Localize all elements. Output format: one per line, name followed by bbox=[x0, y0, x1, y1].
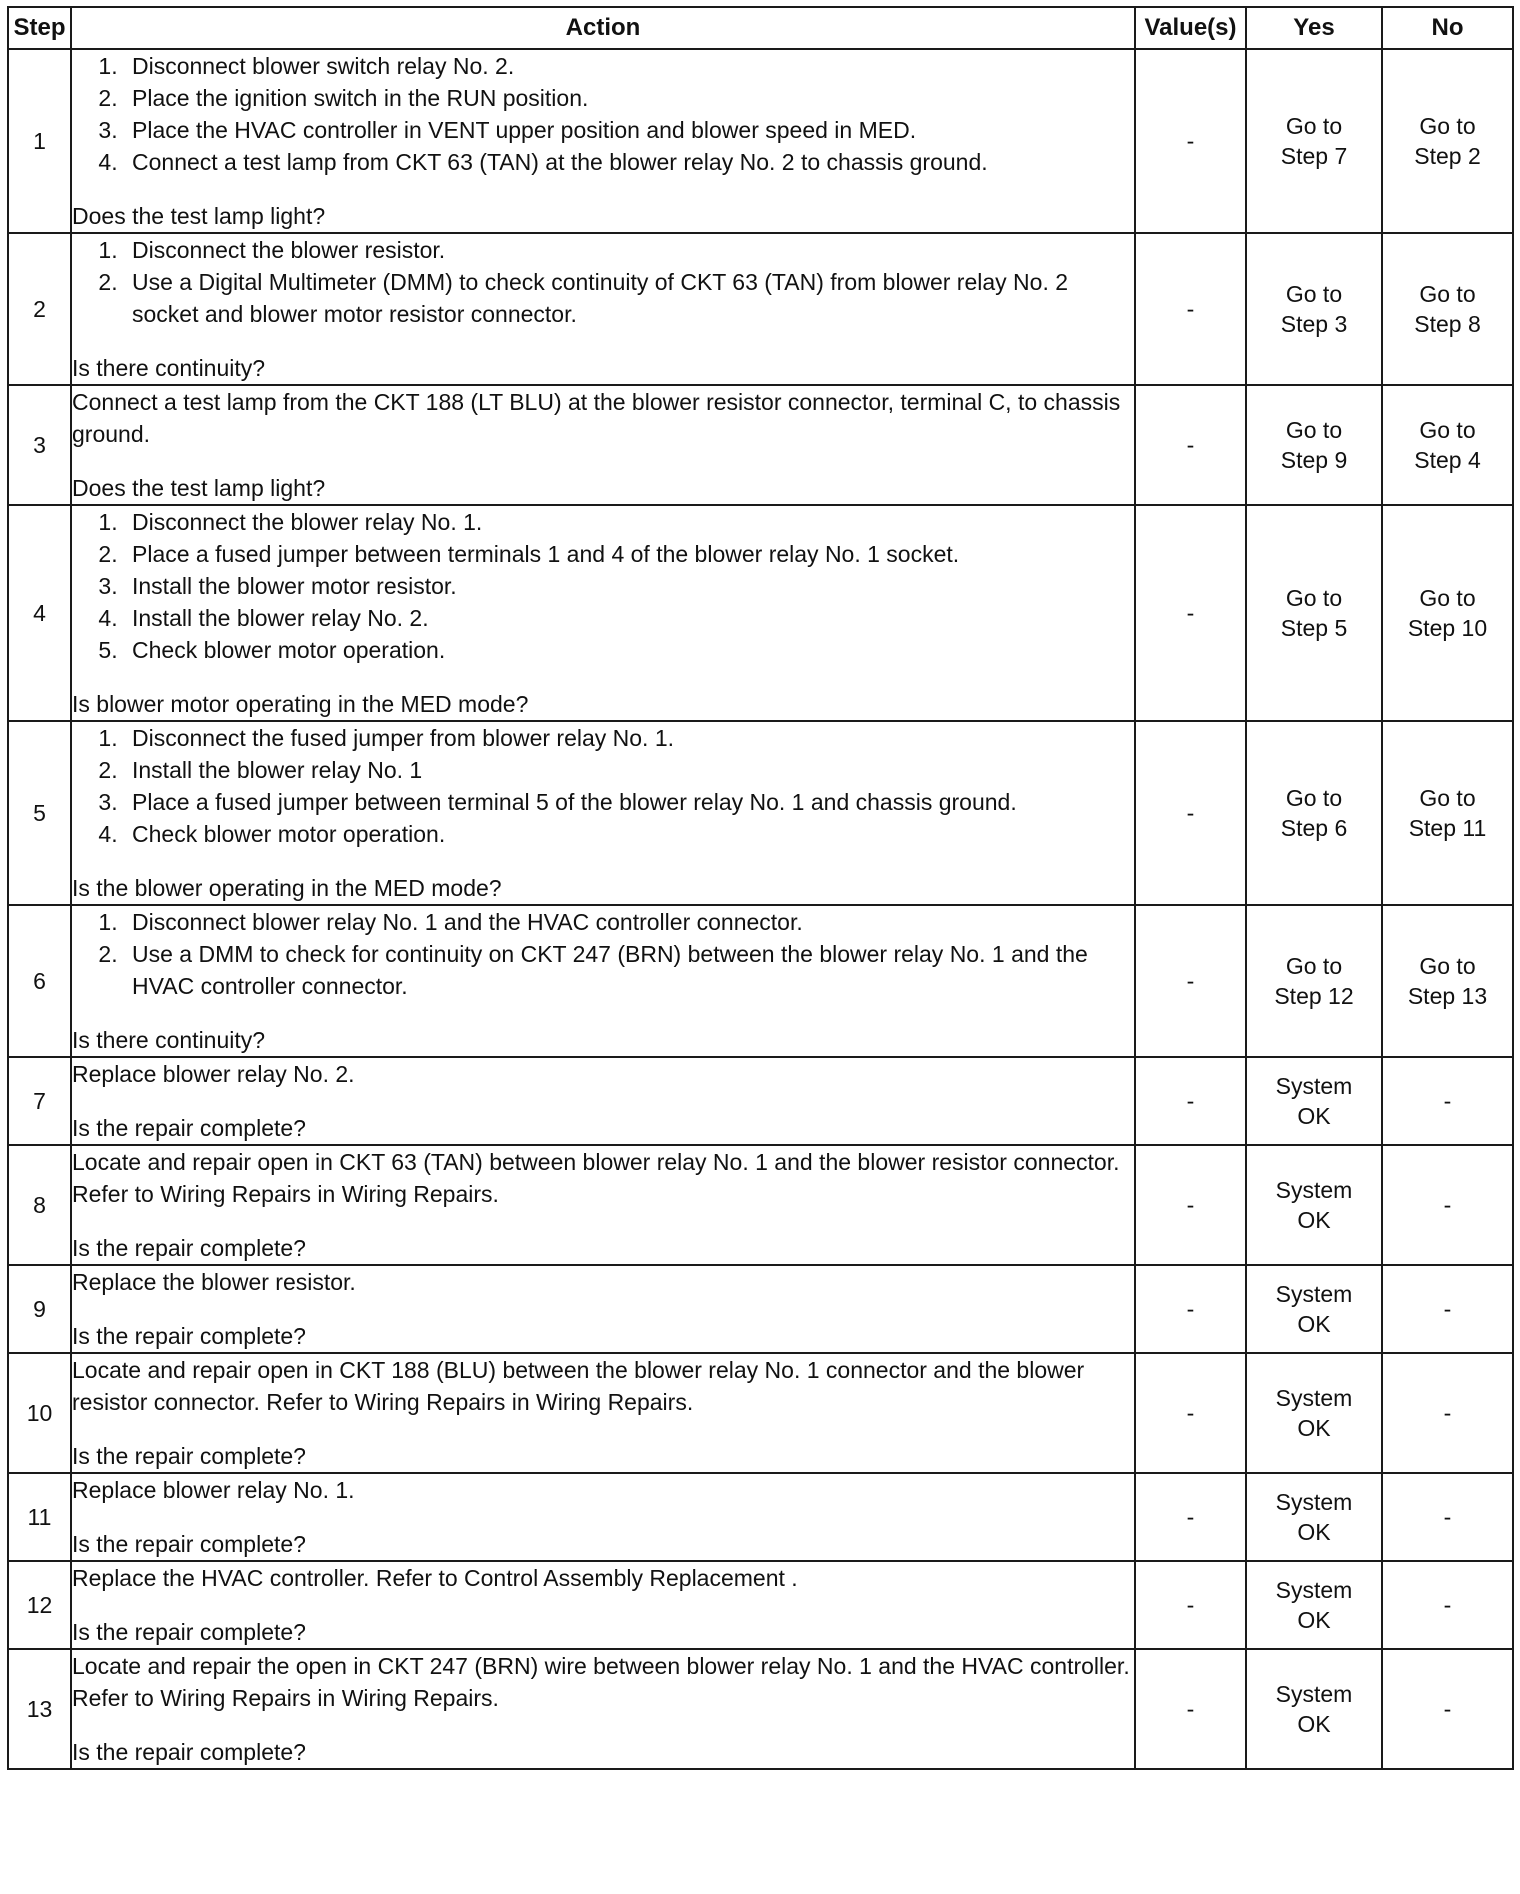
action-cell bbox=[71, 1145, 1135, 1265]
yes-text-line: System bbox=[1275, 1489, 1353, 1515]
yes-text-line: OK bbox=[1297, 1519, 1331, 1545]
yes-text-line: OK bbox=[1297, 1711, 1331, 1737]
no-text-line: Step 13 bbox=[1407, 983, 1488, 1009]
table-row bbox=[8, 49, 1513, 233]
step-cell: 7 bbox=[8, 1057, 71, 1145]
table-row bbox=[8, 1265, 1513, 1353]
action-question: Is there continuity? bbox=[72, 355, 266, 381]
yes-cell bbox=[1246, 721, 1382, 905]
action-question: Does the test lamp light? bbox=[72, 475, 326, 501]
yes-text-line: System bbox=[1275, 1385, 1353, 1411]
action-question: Is the repair complete? bbox=[72, 1235, 306, 1261]
yes-cell bbox=[1246, 1473, 1382, 1561]
action-step-item: 4. Connect a test lamp from CKT 63 (TAN) at the blower relay No. 2 to chassis ground. bbox=[124, 146, 1134, 178]
action-cell bbox=[71, 1057, 1135, 1145]
value-cell: - bbox=[1135, 1265, 1246, 1353]
action-step-item: 5. Check blower motor operation. bbox=[124, 634, 1134, 666]
step-cell: 10 bbox=[8, 1353, 71, 1473]
yes-cell bbox=[1246, 49, 1382, 233]
action-step-list bbox=[72, 906, 1134, 1002]
action-step-list bbox=[72, 722, 1134, 850]
no-cell bbox=[1382, 505, 1513, 721]
no-text-line: Step 8 bbox=[1414, 311, 1481, 337]
no-text-line: Step 4 bbox=[1414, 447, 1481, 473]
action-text: Locate and repair open in CKT 188 (BLU) between the blower relay No. 1 connector and the blower resistor connector. Refer to Wiring Repairs in Wiring Repairs. bbox=[72, 1357, 1085, 1415]
yes-cell bbox=[1246, 1649, 1382, 1769]
table-row bbox=[8, 721, 1513, 905]
yes-text-line: System bbox=[1275, 1177, 1353, 1203]
yes-cell bbox=[1246, 505, 1382, 721]
no-cell bbox=[1382, 385, 1513, 505]
action-step-item: 1. Disconnect blower relay No. 1 and the HVAC controller connector. bbox=[124, 906, 1134, 938]
yes-text-line: System bbox=[1275, 1281, 1353, 1307]
value-cell: - bbox=[1135, 1473, 1246, 1561]
no-text-line: Go to bbox=[1419, 281, 1476, 307]
value-cell: - bbox=[1135, 1649, 1246, 1769]
no-cell bbox=[1382, 1353, 1513, 1473]
action-step-item: 2. Place the ignition switch in the RUN position. bbox=[124, 82, 1134, 114]
step-cell: 13 bbox=[8, 1649, 71, 1769]
action-step-item: 1. Disconnect the blower relay No. 1. bbox=[124, 506, 1134, 538]
table-row bbox=[8, 233, 1513, 385]
no-text-line: Step 10 bbox=[1407, 615, 1488, 641]
table-row bbox=[8, 1561, 1513, 1649]
action-step-item: 2. Place a fused jumper between terminals 1 and 4 of the blower relay No. 1 socket. bbox=[124, 538, 1134, 570]
yes-text-line: OK bbox=[1297, 1311, 1331, 1337]
diagnostic-table bbox=[7, 6, 1514, 1770]
no-text-line: Go to bbox=[1419, 785, 1476, 811]
no-text-line: Go to bbox=[1419, 417, 1476, 443]
value-cell: - bbox=[1135, 233, 1246, 385]
header-step: Step bbox=[8, 7, 71, 49]
yes-text-line: Go to bbox=[1285, 585, 1343, 611]
no-cell bbox=[1382, 1649, 1513, 1769]
action-cell bbox=[71, 1473, 1135, 1561]
table-row bbox=[8, 1145, 1513, 1265]
no-cell bbox=[1382, 1265, 1513, 1353]
table-row bbox=[8, 1353, 1513, 1473]
action-question: Is the blower operating in the MED mode? bbox=[72, 875, 502, 901]
no-text-line: Go to bbox=[1419, 585, 1476, 611]
action-text: Replace the blower resistor. bbox=[72, 1269, 356, 1295]
no-text-line: Step 2 bbox=[1414, 143, 1481, 169]
no-text-line: - bbox=[1443, 1088, 1452, 1114]
step-cell: 12 bbox=[8, 1561, 71, 1649]
action-question: Is the repair complete? bbox=[72, 1619, 306, 1645]
header-values: Value(s) bbox=[1135, 7, 1246, 49]
table-body bbox=[8, 49, 1513, 1769]
action-question: Is the repair complete? bbox=[72, 1115, 306, 1141]
step-cell: 9 bbox=[8, 1265, 71, 1353]
value-cell: - bbox=[1135, 49, 1246, 233]
action-step-item: 3. Install the blower motor resistor. bbox=[124, 570, 1134, 602]
action-question: Does the test lamp light? bbox=[72, 203, 326, 229]
no-cell bbox=[1382, 1145, 1513, 1265]
yes-text-line: Go to bbox=[1285, 417, 1343, 443]
yes-text-line: OK bbox=[1297, 1607, 1331, 1633]
step-cell: 11 bbox=[8, 1473, 71, 1561]
table-row bbox=[8, 505, 1513, 721]
action-question: Is the repair complete? bbox=[72, 1443, 306, 1469]
value-cell: - bbox=[1135, 1561, 1246, 1649]
action-step-list bbox=[72, 506, 1134, 666]
yes-text-line: OK bbox=[1297, 1103, 1331, 1129]
table-row bbox=[8, 1649, 1513, 1769]
no-text-line: - bbox=[1443, 1296, 1452, 1322]
no-text-line: - bbox=[1443, 1192, 1452, 1218]
action-step-item: 4. Install the blower relay No. 2. bbox=[124, 602, 1134, 634]
value-cell: - bbox=[1135, 385, 1246, 505]
action-cell bbox=[71, 905, 1135, 1057]
step-cell: 3 bbox=[8, 385, 71, 505]
yes-cell bbox=[1246, 1265, 1382, 1353]
yes-text-line: Go to bbox=[1285, 953, 1343, 979]
yes-text-line: Go to bbox=[1285, 785, 1343, 811]
action-step-list bbox=[72, 234, 1134, 330]
action-step-item: 2. Use a Digital Multimeter (DMM) to check continuity of CKT 63 (TAN) from blower relay No. 2 socket and blower motor resistor connector. bbox=[124, 266, 1134, 330]
action-cell bbox=[71, 385, 1135, 505]
action-question: Is the repair complete? bbox=[72, 1323, 306, 1349]
action-text: Connect a test lamp from the CKT 188 (LT BLU) at the blower resistor connector, terminal C, to chassis ground. bbox=[72, 389, 1121, 447]
yes-text-line: Step 5 bbox=[1280, 615, 1348, 641]
action-step-item: 3. Place a fused jumper between terminal 5 of the blower relay No. 1 and chassis ground. bbox=[124, 786, 1134, 818]
action-text: Locate and repair open in CKT 63 (TAN) between blower relay No. 1 and the blower resistor connector. Refer to Wiring Repairs in Wiring Repairs. bbox=[72, 1149, 1120, 1207]
action-question: Is blower motor operating in the MED mode? bbox=[72, 691, 529, 717]
action-cell bbox=[71, 1649, 1135, 1769]
no-text-line: - bbox=[1443, 1400, 1452, 1426]
yes-cell bbox=[1246, 1057, 1382, 1145]
step-cell: 8 bbox=[8, 1145, 71, 1265]
yes-text-line: OK bbox=[1297, 1207, 1331, 1233]
no-cell bbox=[1382, 49, 1513, 233]
action-question: Is the repair complete? bbox=[72, 1739, 306, 1765]
yes-text-line: Step 6 bbox=[1280, 815, 1348, 841]
step-cell: 1 bbox=[8, 49, 71, 233]
yes-cell bbox=[1246, 1561, 1382, 1649]
yes-text-line: Step 3 bbox=[1280, 311, 1348, 337]
action-question: Is the repair complete? bbox=[72, 1531, 306, 1557]
action-step-item: 2. Use a DMM to check for continuity on CKT 247 (BRN) between the blower relay No. 1 and the HVAC controller connector. bbox=[124, 938, 1134, 1002]
no-cell bbox=[1382, 1561, 1513, 1649]
header-action: Action bbox=[71, 7, 1135, 49]
table-row bbox=[8, 385, 1513, 505]
action-text: Locate and repair the open in CKT 247 (BRN) wire between blower relay No. 1 and the HVAC controller. Refer to Wiring Repairs in Wiring Repairs. bbox=[72, 1653, 1130, 1711]
value-cell: - bbox=[1135, 505, 1246, 721]
action-step-item: 1. Disconnect the fused jumper from blower relay No. 1. bbox=[124, 722, 1134, 754]
yes-text-line: OK bbox=[1297, 1415, 1331, 1441]
action-text: Replace blower relay No. 2. bbox=[72, 1061, 355, 1087]
yes-text-line: System bbox=[1275, 1577, 1353, 1603]
action-cell bbox=[71, 233, 1135, 385]
action-text: Replace blower relay No. 1. bbox=[72, 1477, 355, 1503]
no-text-line: - bbox=[1443, 1696, 1452, 1722]
value-cell: - bbox=[1135, 1353, 1246, 1473]
action-step-item: 4. Check blower motor operation. bbox=[124, 818, 1134, 850]
step-cell: 6 bbox=[8, 905, 71, 1057]
yes-text-line: System bbox=[1275, 1073, 1353, 1099]
value-cell: - bbox=[1135, 905, 1246, 1057]
step-cell: 4 bbox=[8, 505, 71, 721]
table-row bbox=[8, 1473, 1513, 1561]
action-step-item: 2. Install the blower relay No. 1 bbox=[124, 754, 1134, 786]
action-cell bbox=[71, 49, 1135, 233]
header-no: No bbox=[1382, 7, 1513, 49]
table-row bbox=[8, 1057, 1513, 1145]
action-step-item: 3. Place the HVAC controller in VENT upper position and blower speed in MED. bbox=[124, 114, 1134, 146]
yes-text-line: Go to bbox=[1285, 113, 1343, 139]
no-text-line: Go to bbox=[1419, 113, 1476, 139]
no-text-line: - bbox=[1443, 1592, 1452, 1618]
no-text-line: Go to bbox=[1419, 953, 1476, 979]
no-cell bbox=[1382, 905, 1513, 1057]
yes-cell bbox=[1246, 905, 1382, 1057]
step-cell: 5 bbox=[8, 721, 71, 905]
action-cell bbox=[71, 721, 1135, 905]
value-cell: - bbox=[1135, 721, 1246, 905]
value-cell: - bbox=[1135, 1145, 1246, 1265]
no-cell bbox=[1382, 721, 1513, 905]
action-step-item: 1. Disconnect blower switch relay No. 2. bbox=[124, 50, 1134, 82]
action-cell bbox=[71, 505, 1135, 721]
yes-text-line: Step 9 bbox=[1280, 447, 1348, 473]
yes-text-line: Go to bbox=[1285, 281, 1343, 307]
yes-cell bbox=[1246, 1145, 1382, 1265]
action-text: Replace the HVAC controller. Refer to Control Assembly Replacement . bbox=[72, 1565, 798, 1591]
no-text-line: Step 11 bbox=[1408, 815, 1487, 841]
action-question: Is there continuity? bbox=[72, 1027, 266, 1053]
yes-text-line: Step 7 bbox=[1280, 143, 1348, 169]
value-cell: - bbox=[1135, 1057, 1246, 1145]
table-row bbox=[8, 905, 1513, 1057]
yes-cell bbox=[1246, 385, 1382, 505]
action-step-item: 1. Disconnect the blower resistor. bbox=[124, 234, 1134, 266]
no-text-line: - bbox=[1443, 1504, 1452, 1530]
step-cell: 2 bbox=[8, 233, 71, 385]
yes-cell bbox=[1246, 1353, 1382, 1473]
action-cell bbox=[71, 1353, 1135, 1473]
yes-text-line: Step 12 bbox=[1274, 983, 1354, 1009]
action-cell bbox=[71, 1561, 1135, 1649]
yes-text-line: System bbox=[1275, 1681, 1353, 1707]
no-cell bbox=[1382, 1057, 1513, 1145]
no-cell bbox=[1382, 233, 1513, 385]
no-cell bbox=[1382, 1473, 1513, 1561]
header-yes: Yes bbox=[1246, 7, 1382, 49]
header-row bbox=[8, 7, 1513, 49]
action-step-list bbox=[72, 50, 1134, 178]
yes-cell bbox=[1246, 233, 1382, 385]
action-cell bbox=[71, 1265, 1135, 1353]
